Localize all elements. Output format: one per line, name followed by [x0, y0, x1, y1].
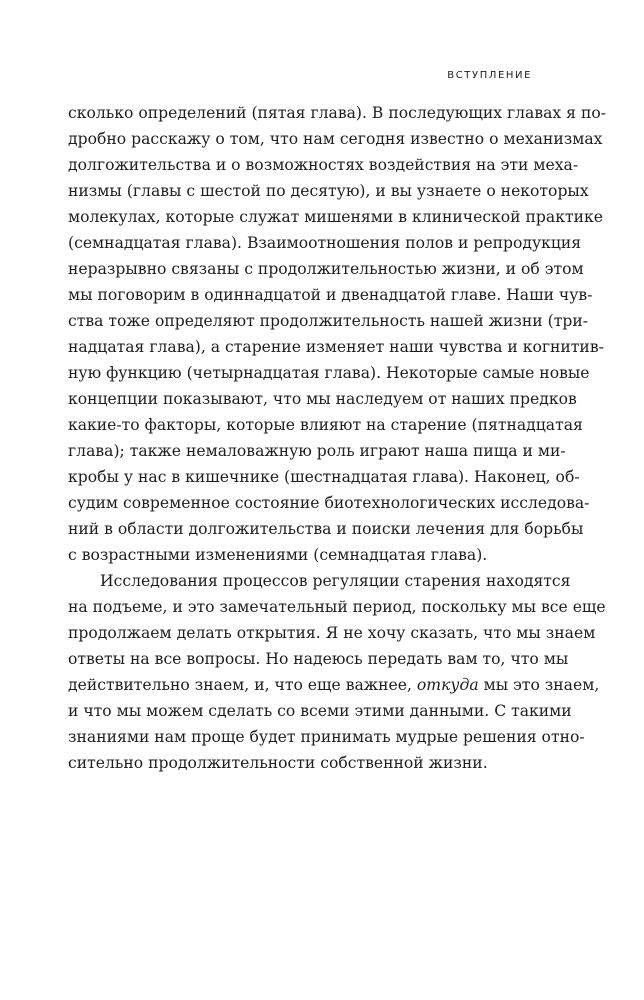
text-line: мы поговорим в одиннадцатой и двенадцатой главе. Наши чув-	[68, 286, 593, 304]
paragraph-2	[68, 568, 606, 776]
text-line: и что мы можем сделать со всеми этими данными. С такими	[68, 702, 572, 720]
text-line: кробы у нас в кишечнике (шестнадцатая глава). Наконец, об-	[68, 468, 580, 486]
text-line: надцатая глава), а старение изменяет наши чувства и когнитив-	[68, 338, 604, 356]
text-line: ную функцию (четырнадцатая глава). Некоторые самые новые	[68, 364, 590, 382]
text-fragment: мы это знаем,	[478, 676, 600, 694]
text-line: сколько определений (пятая глава). В последующих главах я по-	[68, 104, 607, 122]
text-fragment: действительно знаем, и, что еще важнее,	[68, 676, 417, 694]
text-line: судим современное состояние биотехнологических исследова-	[68, 494, 590, 512]
paragraph-1	[68, 100, 607, 568]
text-line: Исследования процессов регуляции старения находятся	[100, 572, 571, 590]
text-line: (семнадцатая глава). Взаимоотношения полов и репродукция	[68, 234, 582, 252]
text-line: на подъеме, и это замечательный период, поскольку мы все еще	[68, 598, 606, 616]
text-line: глава); также немаловажную роль играют наша пища и ми-	[68, 442, 566, 460]
text-line: дробно расскажу о том, что нам сегодня известно о механизмах	[68, 130, 603, 148]
text-line: ний в области долгожительства и поиски лечения для борьбы	[68, 520, 584, 538]
body-text	[68, 100, 607, 776]
text-line: ства тоже определяют продолжительность нашей жизни (три-	[68, 312, 589, 330]
text-line	[68, 672, 600, 698]
text-line: продолжаем делать открытия. Я не хочу сказать, что мы знаем	[68, 624, 596, 642]
text-line: сительно продолжительности собственной жизни.	[68, 754, 488, 772]
text-line: низмы (главы с шестой по десятую), и вы узнаете о некоторых	[68, 182, 589, 200]
text-line: знаниями нам проще будет принимать мудрые решения отно-	[68, 728, 585, 746]
text-line: долгожительства и о возможностях воздействия на эти меха-	[68, 156, 579, 174]
text-line: с возрастными изменениями (семнадцатая глава).	[68, 546, 488, 564]
text-line: молекулах, которые служат мишенями в клинической практике	[68, 208, 603, 226]
text-line: концепции показывают, что мы наследуем от наших предков	[68, 390, 577, 408]
running-header: ВСТУПЛЕНИЕ	[447, 70, 532, 81]
italic-word: откуда	[416, 676, 479, 694]
text-line: ответы на все вопросы. Но надеюсь передать вам то, что мы	[68, 650, 569, 668]
text-line: неразрывно связаны с продолжительностью жизни, и об этом	[68, 260, 584, 278]
text-line: какие-то факторы, которые влияют на старение (пятнадцатая	[68, 416, 583, 434]
